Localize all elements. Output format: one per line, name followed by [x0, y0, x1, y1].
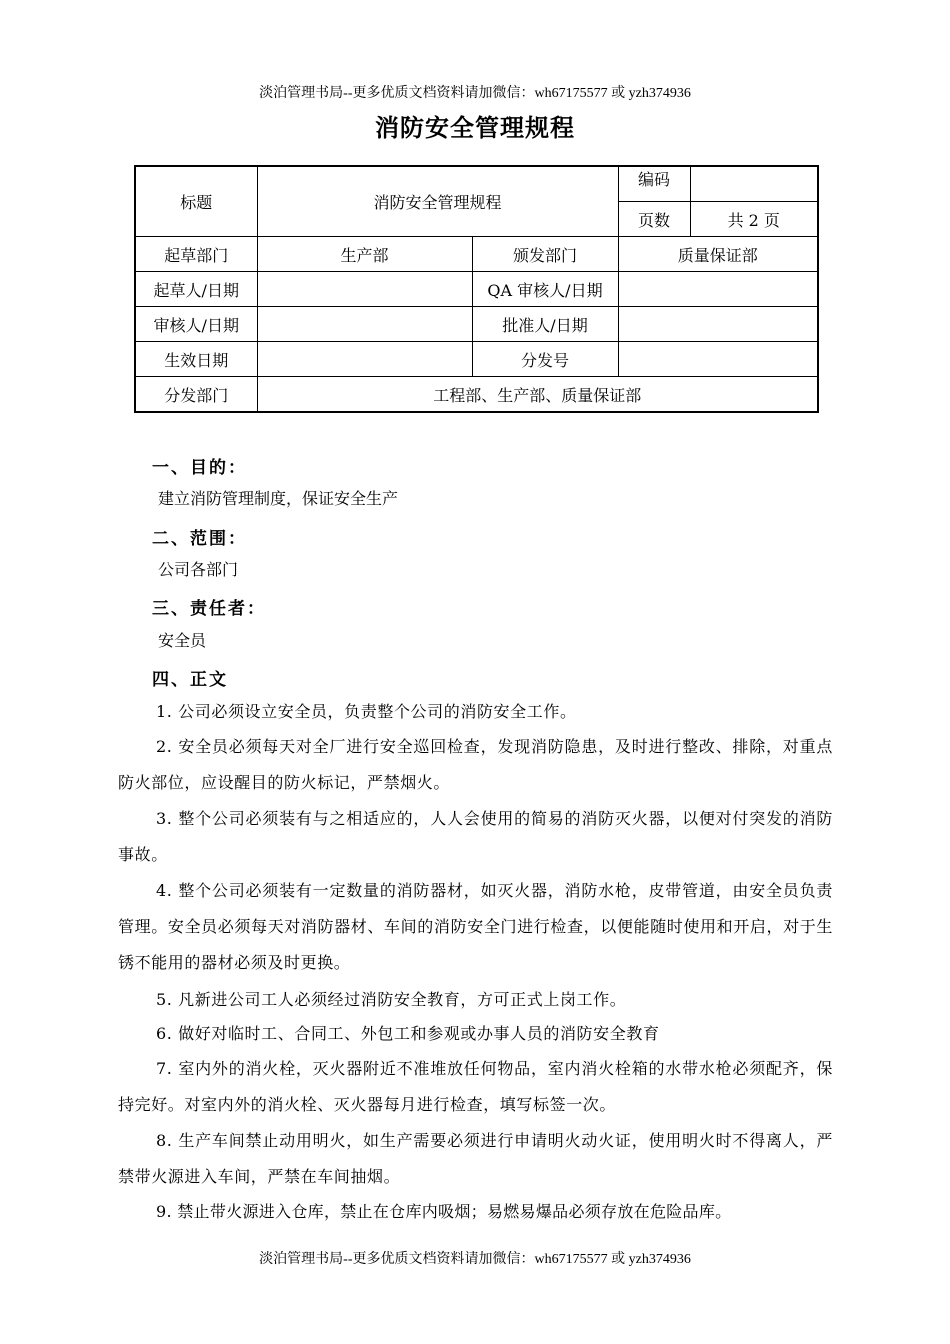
body-item-6: 6. 做好对临时工、合同工、外包工和参观或办事人员的消防安全教育	[156, 1024, 660, 1043]
title-label: 标题	[135, 166, 257, 237]
reviewer-value	[257, 307, 472, 342]
qa-reviewer-label: QA 审核人/日期	[472, 272, 618, 307]
page-header: 淡泊管理书局--更多优质文档资料请加微信：wh67175577 或 yzh374936	[259, 86, 691, 101]
approver-label: 批准人/日期	[472, 307, 618, 342]
code-value	[690, 166, 818, 202]
reviewer-label: 审核人/日期	[135, 307, 257, 342]
body-item-1: 1. 公司必须设立安全员，负责整个公司的消防安全工作。	[156, 702, 577, 721]
effective-date-value	[257, 342, 472, 377]
issue-dept-label: 颁发部门	[472, 237, 618, 272]
pages-label: 页数	[618, 202, 690, 237]
draft-dept-label: 起草部门	[135, 237, 257, 272]
purpose-heading: 一、目的：	[152, 458, 247, 478]
purpose-text: 建立消防管理制度，保证安全生产	[158, 489, 399, 508]
body-item-9: 9. 禁止带火源进入仓库，禁止在仓库内吸烟；易燃易爆品必须存放在危险品库。	[156, 1202, 732, 1221]
scope-text: 公司各部门	[158, 560, 239, 579]
body-item-4: 4. 整个公司必须装有一定数量的消防器材，如灭火器，消防水枪，皮带管道，由安全员负责管理。安全员必须每天对消防器材、车间的消防安全门进行检查，以便能随时使用和开启，对于生锈不能用的器材必须及时更换。	[118, 881, 833, 972]
responsibility-heading: 三、责任者：	[152, 599, 266, 619]
page-footer: 淡泊管理书局--更多优质文档资料请加微信：wh67175577 或 yzh374936	[259, 1252, 691, 1267]
distribution-dept-label: 分发部门	[135, 377, 257, 413]
responsibility-text: 安全员	[158, 631, 207, 650]
drafter-label: 起草人/日期	[135, 272, 257, 307]
distribution-no-label: 分发号	[472, 342, 618, 377]
distribution-dept-value: 工程部、生产部、质量保证部	[257, 377, 818, 413]
code-label: 编码	[618, 166, 690, 202]
body-heading: 四、正文	[152, 670, 228, 690]
body-item-3: 3. 整个公司必须装有与之相适应的，人人会使用的简易的消防灭火器，以便对付突发的消防事故。	[118, 809, 833, 864]
effective-date-label: 生效日期	[135, 342, 257, 377]
title-value: 消防安全管理规程	[257, 166, 618, 237]
body-item-2: 2. 安全员必须每天对全厂进行安全巡回检查，发现消防隐患，及时进行整改、排除，对重点防火部位，应设醒目的防火标记，严禁烟火。	[118, 737, 833, 792]
body-item-5: 5. 凡新进公司工人必须经过消防安全教育，方可正式上岗工作。	[156, 990, 627, 1009]
document-title: 消防安全管理规程	[375, 113, 575, 142]
body-item-7: 7. 室内外的消火栓，灭火器附近不准堆放任何物品，室内消火栓箱的水带水枪必须配齐，保持完好。对室内外的消火栓、灭火器每月进行检查，填写标签一次。	[118, 1059, 833, 1114]
body-item-8: 8. 生产车间禁止动用明火，如生产需要必须进行申请明火动火证，使用明火时不得离人，严禁带火源进入车间，严禁在车间抽烟。	[118, 1131, 833, 1186]
document-info-table	[134, 165, 819, 413]
qa-reviewer-value	[618, 272, 818, 307]
approver-value	[618, 307, 818, 342]
draft-dept-value: 生产部	[257, 237, 472, 272]
pages-value: 共 2 页	[690, 202, 818, 237]
scope-heading: 二、范围：	[152, 529, 247, 549]
drafter-value	[257, 272, 472, 307]
issue-dept-value: 质量保证部	[618, 237, 818, 272]
distribution-no-value	[618, 342, 818, 377]
